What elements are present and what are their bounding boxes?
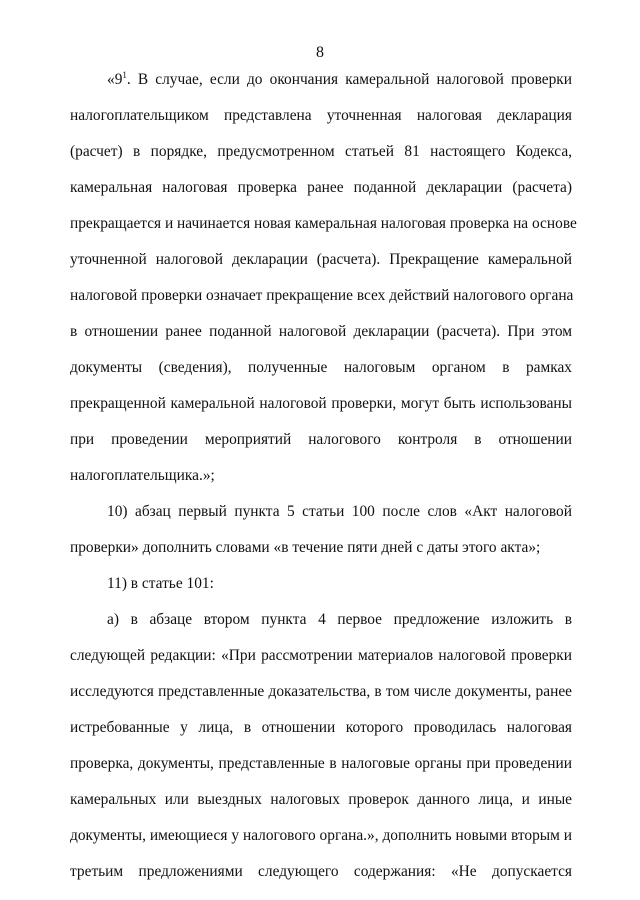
paragraph-1-line-7: налоговой проверки означает прекращение всех действий налогового органа <box>70 287 574 304</box>
paragraph-1-line-5: прекращается и начинается новая камеральная налоговая проверка на основе <box>70 215 577 232</box>
line-text: . В случае, если до окончания камеральной налоговой проверки <box>126 71 572 88</box>
paragraph-4-line-7: документы, имеющиеся у налогового органа.», дополнить новыми вторым и <box>70 827 572 844</box>
paragraph-4-line-2: следующей редакции: «При рассмотрении материалов налоговой проверки <box>70 647 572 664</box>
paragraph-4-line-4: истребованные у лица, в отношении которого проводилась налоговая <box>70 719 572 736</box>
paragraph-4-line-3: исследуются представленные доказательства, в том числе документы, ранее <box>70 683 572 700</box>
paragraph-3-line-1: 11) в статье 101: <box>107 575 214 592</box>
paragraph-4-line-6: камеральных или выездных налоговых проверок данного лица, и иные <box>70 791 572 808</box>
paragraph-1-line-3: (расчет) в порядке, предусмотренном статьей 81 настоящего Кодекса, <box>70 143 572 160</box>
paragraph-2-line-1: 10) абзац первый пункта 5 статьи 100 после слов «Акт налоговой <box>107 503 572 520</box>
paragraph-1-line-11: при проведении мероприятий налогового контроля в отношении <box>70 431 572 448</box>
paragraph-1-line-10: прекращенной камеральной налоговой проверки, могут быть использованы <box>70 395 572 412</box>
paragraph-1-line-4: камеральная налоговая проверка ранее поданной декларации (расчета) <box>70 179 572 196</box>
paragraph-1-line-6: уточненной налоговой декларации (расчета). Прекращение камеральной <box>70 251 572 268</box>
item-number: «9 <box>107 71 123 88</box>
paragraph-4-line-1: а) в абзаце втором пункта 4 первое предложение изложить в <box>107 611 572 628</box>
paragraph-1-line-8: в отношении ранее поданной налоговой декларации (расчета). При этом <box>70 323 572 340</box>
paragraph-1-line-12: налогоплательщика.»; <box>70 467 215 484</box>
paragraph-4-line-5: проверка, документы, представленные в налоговые органы при проведении <box>70 755 572 772</box>
page-number: 8 <box>316 44 324 61</box>
paragraph-1-line-2: налогоплательщиком представлена уточненная налоговая декларация <box>70 107 572 124</box>
paragraph-1-line-9: документы (сведения), полученные налоговым органом в рамках <box>70 359 572 376</box>
paragraph-4-line-8: третьим предложениями следующего содержания: «Не допускается <box>70 863 572 880</box>
paragraph-1-line-1 <box>107 70 572 90</box>
paragraph-2-line-2: проверки» дополнить словами «в течение пяти дней с даты этого акта»; <box>70 539 541 556</box>
item-superscript: 1 <box>122 69 127 80</box>
